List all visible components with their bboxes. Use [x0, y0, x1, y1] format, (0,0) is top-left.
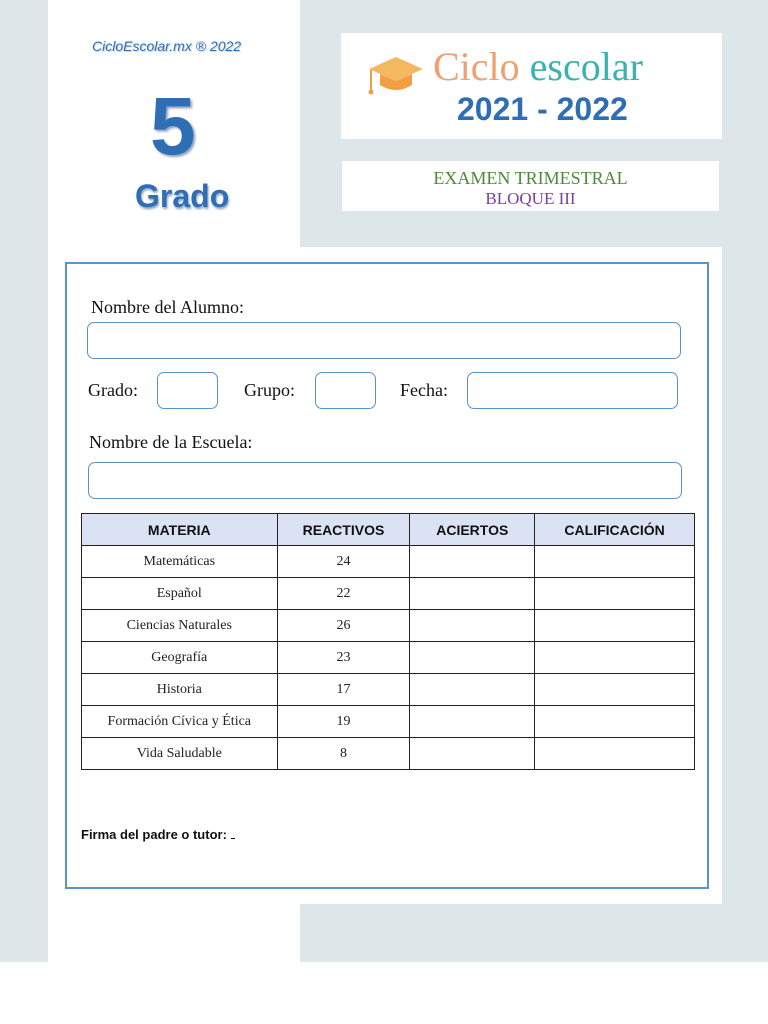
table-row [82, 578, 695, 610]
school-name-field[interactable] [88, 462, 682, 499]
signature-label: Firma del padre o tutor: [81, 827, 227, 842]
grade-field[interactable] [157, 372, 218, 409]
background-panel-bottom [300, 904, 768, 962]
exam-title: EXAMEN TRIMESTRAL [433, 168, 628, 188]
correct-cell[interactable] [410, 674, 535, 706]
table-header-row [82, 514, 695, 546]
items-cell: 24 [277, 546, 410, 578]
student-name-field[interactable] [87, 322, 681, 359]
student-name-label: Nombre del Alumno: [91, 297, 244, 317]
graduation-cap-icon [367, 55, 425, 99]
score-cell[interactable] [535, 674, 695, 706]
school-year: 2021 - 2022 [457, 91, 628, 127]
table-row [82, 546, 695, 578]
header-reactivos: REACTIVOS [277, 514, 410, 546]
brand-watermark: CicloEscolar.mx ® 2022 [92, 38, 242, 54]
logo-title-ciclo: Ciclo [433, 44, 520, 89]
score-cell[interactable] [535, 738, 695, 770]
grades-table [81, 513, 695, 770]
correct-cell[interactable] [410, 738, 535, 770]
subject-cell: Geografía [82, 642, 278, 674]
subject-cell: Historia [82, 674, 278, 706]
correct-cell[interactable] [410, 610, 535, 642]
logo-box [341, 33, 722, 139]
date-field[interactable] [467, 372, 678, 409]
exam-block: BLOQUE III [485, 189, 576, 208]
score-cell[interactable] [535, 546, 695, 578]
background-panel-left [0, 0, 48, 962]
subject-cell: Español [82, 578, 278, 610]
date-label: Fecha: [400, 380, 448, 400]
subject-cell: Vida Saludable [82, 738, 278, 770]
items-cell: 26 [277, 610, 410, 642]
grade-number: 5 [150, 81, 196, 172]
correct-cell[interactable] [410, 546, 535, 578]
group-label: Grupo: [244, 380, 295, 400]
exam-title-box [342, 161, 719, 211]
grade-word: Grado [135, 178, 230, 214]
correct-cell[interactable] [410, 578, 535, 610]
items-cell: 8 [277, 738, 410, 770]
grade-label: Grado: [88, 380, 138, 400]
header-calificacion: CALIFICACIÓN [535, 514, 695, 546]
header-aciertos: ACIERTOS [410, 514, 535, 546]
score-cell[interactable] [535, 642, 695, 674]
group-field[interactable] [315, 372, 376, 409]
items-cell: 23 [277, 642, 410, 674]
items-cell: 19 [277, 706, 410, 738]
score-cell[interactable] [535, 610, 695, 642]
logo-title [433, 44, 643, 89]
background-panel-right [722, 247, 768, 962]
subject-cell: Formación Cívica y Ética [82, 706, 278, 738]
correct-cell[interactable] [410, 642, 535, 674]
table-row [82, 610, 695, 642]
header-materia: MATERIA [82, 514, 278, 546]
correct-cell[interactable] [410, 706, 535, 738]
score-cell[interactable] [535, 578, 695, 610]
table-row [82, 706, 695, 738]
signature-line[interactable] [81, 826, 235, 842]
items-cell: 22 [277, 578, 410, 610]
school-name-label: Nombre de la Escuela: [89, 432, 253, 452]
score-cell[interactable] [535, 706, 695, 738]
table-row [82, 738, 695, 770]
subject-cell: Matemáticas [82, 546, 278, 578]
items-cell: 17 [277, 674, 410, 706]
subject-cell: Ciencias Naturales [82, 610, 278, 642]
table-row [82, 642, 695, 674]
logo-title-escolar: escolar [529, 44, 643, 89]
table-row [82, 674, 695, 706]
signature-underline [231, 826, 235, 839]
